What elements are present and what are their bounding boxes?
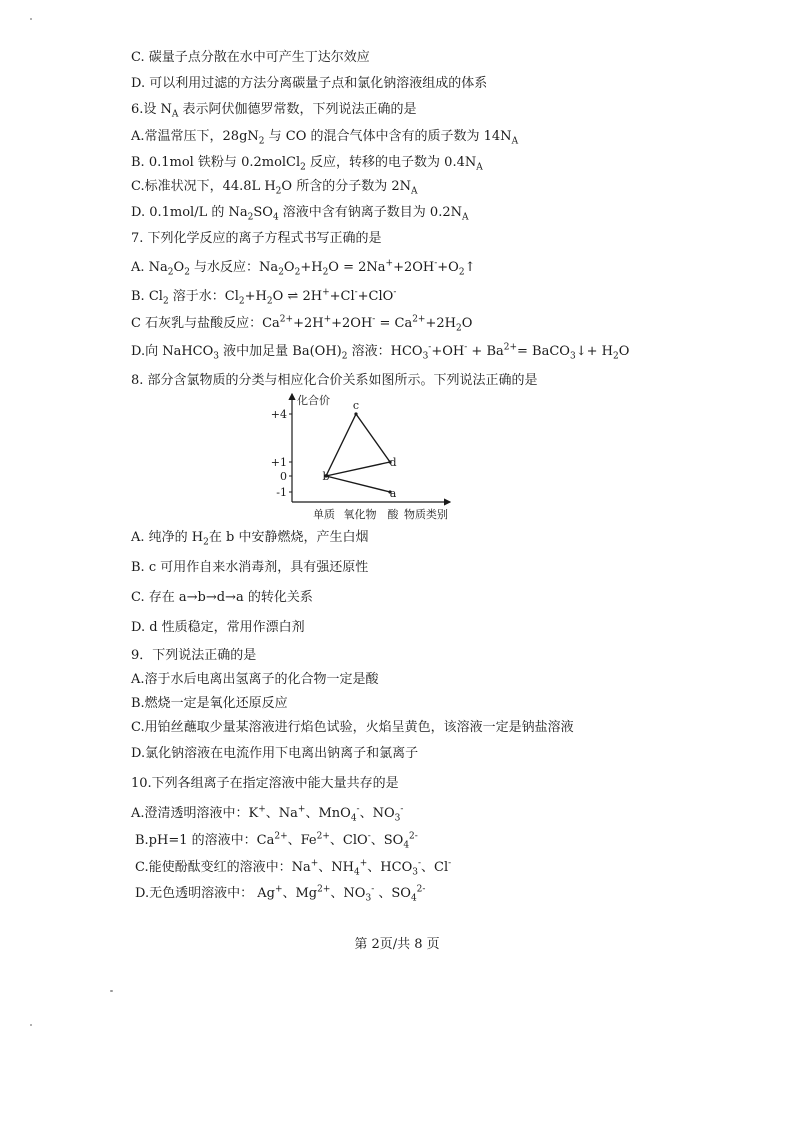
text-run: 、NO — [330, 886, 366, 901]
text-run: 溶液：HCO — [347, 344, 423, 359]
text-run: 7. 下列化学反应的离子方程式书写正确的是 — [131, 231, 382, 246]
text-run: A.常温常压下，28gN — [131, 129, 259, 144]
text-run: +O — [437, 260, 459, 275]
superscript: + — [359, 858, 368, 869]
text-run: A.澄清透明溶液中：K — [131, 806, 259, 821]
text-run: 液中加足量 Ba(OH) — [219, 344, 342, 359]
superscript: - — [448, 858, 452, 869]
text-run: 、SO — [370, 833, 404, 848]
subscript: 3 — [365, 893, 372, 904]
superscript: 2+ — [316, 831, 330, 842]
subscript: 3 — [569, 351, 576, 362]
text-run: + Ba — [467, 344, 504, 359]
scan-speck — [30, 1024, 32, 1026]
text-line-l14 — [131, 530, 368, 546]
edge-b-d — [326, 462, 390, 476]
text-run: 与 CO 的混合气体中含有的质子数为 14N — [264, 129, 512, 144]
text-run: A. Na — [131, 260, 168, 275]
text-line-l25 — [135, 833, 418, 849]
text-line-l17 — [131, 620, 305, 636]
subscript: 2 — [162, 296, 169, 307]
superscript: + — [322, 287, 330, 298]
text-run: D. 可以利用过滤的方法分离碳量子点和氯化钠溶液组成的体系 — [131, 76, 488, 91]
subscript: 4 — [350, 813, 357, 824]
subscript: A — [462, 212, 469, 223]
text-run: C.用铂丝蘸取少量某溶液进行焰色试验，火焰呈黄色，该溶液一定是钠盐溶液 — [131, 720, 574, 735]
text-line-l10 — [131, 289, 396, 305]
superscript: 2- — [409, 831, 418, 842]
subscript: 2 — [456, 323, 462, 334]
text-run: +ClO — [357, 289, 394, 304]
subscript: 4 — [403, 840, 410, 851]
text-run: O 所含的分子数为 2N — [281, 179, 411, 194]
text-line-l26 — [135, 860, 451, 876]
text-run: B. c 可用作自来水消毒剂，具有强还原性 — [131, 560, 369, 575]
text-line-l01 — [131, 50, 370, 66]
subscript: A — [511, 136, 519, 147]
text-run: ↑ — [464, 260, 476, 275]
text-run: D.无色透明溶液中： Ag — [135, 886, 275, 901]
text-run: +OH — [431, 344, 465, 359]
scan-speck — [110, 990, 113, 992]
subscript: 2 — [322, 267, 329, 278]
y-axis-label: 化合价 — [297, 394, 330, 407]
valence-chart-svg — [262, 392, 462, 526]
text-run: 6.设 N — [131, 102, 172, 117]
text-run: D. d 性质稳定，常用作漂白剂 — [131, 620, 305, 635]
point-label-c: c — [352, 399, 360, 412]
text-run: 表示阿伏伽德罗常数，下列说法正确的是 — [178, 102, 417, 117]
text-run: 反应，转移的电子数为 0.4N — [305, 155, 477, 170]
text-line-l27 — [135, 886, 425, 902]
subscript: 4 — [354, 867, 360, 878]
x-tick-label: 酸 — [387, 508, 399, 521]
superscript: - — [428, 342, 432, 353]
x-tick-label: 氧化物 — [343, 508, 377, 521]
superscript: - — [393, 287, 397, 298]
subscript: 2 — [294, 267, 301, 278]
text-run: +2H — [425, 316, 456, 331]
text-line-l06 — [131, 179, 417, 195]
text-run: +2OH — [393, 260, 435, 275]
text-line-l18 — [131, 648, 256, 664]
text-run: B.pH=1 的溶液中：Ca — [135, 833, 275, 848]
superscript: 2+ — [317, 884, 331, 895]
subscript: 2 — [266, 296, 273, 307]
text-run: = Ca — [375, 316, 413, 331]
text-line-l04 — [131, 129, 518, 145]
subscript: 2 — [247, 212, 254, 223]
superscript: 2+ — [279, 314, 294, 325]
superscript: - — [400, 804, 404, 815]
text-run: B.燃烧一定是氧化还原反应 — [131, 696, 288, 711]
text-run: ↓+ H — [575, 344, 613, 359]
text-run: +Cl — [329, 289, 355, 304]
text-line-l12 — [131, 344, 629, 360]
page-footer: 第 2页/共 8 页 — [354, 937, 440, 952]
text-run: O = 2Na — [328, 260, 386, 275]
superscript: - — [371, 884, 375, 895]
text-run: 、Fe — [287, 833, 317, 848]
superscript: + — [310, 858, 319, 869]
text-run: 、Mg — [282, 886, 318, 901]
subscript: 2 — [300, 162, 306, 173]
text-run: O — [461, 316, 473, 331]
superscript: + — [385, 258, 394, 269]
text-run: A. 纯净的 H — [131, 530, 204, 545]
superscript: - — [367, 831, 371, 842]
subscript: 2 — [167, 267, 174, 278]
edge-b-c — [326, 414, 356, 476]
text-run: O ⇌ 2H — [272, 289, 323, 304]
text-run: +2H — [293, 316, 324, 331]
text-run: C.标准状况下，44.8L H — [131, 179, 276, 194]
subscript: 3 — [412, 867, 418, 878]
text-line-l21 — [131, 720, 574, 736]
text-run: 、SO — [374, 886, 411, 901]
subscript: 4 — [272, 212, 279, 223]
y-tick-label: +4 — [270, 408, 287, 421]
text-run: = BaCO — [517, 344, 570, 359]
text-run: 溶于水：Cl — [168, 289, 239, 304]
text-line-l03 — [131, 102, 417, 118]
text-run: 、NH — [318, 860, 355, 875]
superscript: - — [464, 342, 468, 353]
point-c — [354, 412, 357, 415]
text-run: 、Cl — [421, 860, 449, 875]
superscript: 2- — [416, 884, 426, 895]
text-run: 8. 部分含氯物质的分类与相应化合价关系如图所示。下列说法正确的是 — [131, 373, 538, 388]
x-axis-label: 物质类别 — [404, 508, 448, 521]
superscript: 2+ — [274, 831, 288, 842]
text-run: +H — [300, 260, 323, 275]
text-run: +H — [244, 289, 267, 304]
subscript: 4 — [410, 893, 417, 904]
edge-b-a — [326, 476, 390, 492]
text-run: B. 0.1mol 铁粉与 0.2molCl — [131, 155, 301, 170]
superscript: - — [354, 287, 358, 298]
text-run: SO — [253, 205, 273, 220]
point-label-b: b — [322, 470, 330, 483]
text-run: D. 0.1mol/L 的 Na — [131, 205, 248, 220]
text-line-l09 — [131, 260, 475, 276]
superscript: - — [417, 858, 422, 869]
point-label-d: d — [389, 456, 397, 469]
scan-speck — [30, 18, 32, 20]
y-tick-label: +1 — [270, 456, 287, 469]
text-line-l16 — [131, 590, 313, 606]
text-run: 与水反应：Na — [189, 260, 279, 275]
superscript: - — [372, 314, 376, 325]
text-run: B. Cl — [131, 289, 163, 304]
text-run: O — [618, 344, 630, 359]
text-run: C.能使酚酞变红的溶液中：Na — [135, 860, 311, 875]
subscript: A — [171, 109, 179, 120]
subscript: 2 — [258, 136, 265, 147]
subscript: 3 — [422, 351, 429, 362]
superscript: + — [297, 804, 306, 815]
subscript: 2 — [184, 267, 190, 278]
superscript: 2+ — [412, 314, 426, 325]
text-line-l24 — [131, 806, 403, 822]
text-line-l02 — [131, 76, 487, 92]
text-run: A.溶于水后电离出氢离子的化合物一定是酸 — [131, 672, 379, 687]
text-line-l08 — [131, 231, 382, 247]
text-run: 10.下列各组离子在指定溶液中能大量共存的是 — [131, 776, 399, 791]
superscript: - — [356, 804, 360, 815]
chlorine-valence-diagram — [262, 392, 462, 526]
text-run: D.向 NaHCO — [131, 344, 214, 359]
text-run: D.氯化钠溶液在电流作用下电离出钠离子和氯离子 — [131, 746, 419, 761]
text-run: C 石灰乳与盐酸反应：Ca — [131, 316, 280, 331]
text-line-l22 — [131, 746, 418, 762]
subscript: 2 — [203, 537, 209, 548]
superscript: + — [258, 804, 266, 815]
subscript: A — [476, 162, 483, 173]
text-line-l15 — [131, 560, 368, 576]
text-line-l05 — [131, 155, 483, 171]
text-line-l20 — [131, 696, 288, 712]
y-tick-label: -1 — [276, 486, 287, 499]
text-line-l07 — [131, 205, 469, 221]
text-run: 溶液中含有钠离子数目为 0.2N — [278, 205, 462, 220]
superscript: + — [274, 884, 283, 895]
text-line-l13 — [131, 373, 538, 389]
text-run: 、Na — [265, 806, 298, 821]
text-run: +2OH — [331, 316, 373, 331]
subscript: 2 — [238, 296, 245, 307]
subscript: 2 — [341, 351, 348, 362]
text-line-l23 — [131, 776, 399, 792]
text-line-l11 — [131, 316, 472, 332]
text-run: 9．下列说法正确的是 — [131, 648, 257, 663]
text-run: C. 存在 a→b→d→a 的转化关系 — [131, 590, 313, 605]
text-run: 、ClO — [329, 833, 368, 848]
y-tick-label: 0 — [280, 470, 287, 483]
subscript: 3 — [213, 351, 220, 362]
text-run: C. 碳量子点分散在水中可产生丁达尔效应 — [131, 50, 370, 65]
point-label-a: a — [389, 487, 397, 500]
text-run: 、HCO — [367, 860, 413, 875]
text-run: 在 b 中安静燃烧，产生白烟 — [208, 530, 369, 545]
superscript: + — [323, 314, 332, 325]
x-tick-label: 单质 — [313, 508, 335, 521]
subscript: 2 — [275, 186, 282, 197]
subscript: 2 — [278, 267, 284, 278]
subscript: 2 — [612, 351, 619, 362]
superscript: - — [434, 258, 438, 269]
text-run: 、NO — [359, 806, 395, 821]
text-line-l19 — [131, 672, 379, 688]
text-run: O — [283, 260, 295, 275]
subscript: 3 — [394, 813, 401, 824]
text-run: 、MnO — [305, 806, 351, 821]
subscript: A — [410, 186, 418, 197]
edge-c-d — [356, 414, 390, 462]
superscript: 2+ — [503, 342, 518, 353]
subscript: 2 — [458, 267, 465, 278]
text-run: O — [173, 260, 185, 275]
